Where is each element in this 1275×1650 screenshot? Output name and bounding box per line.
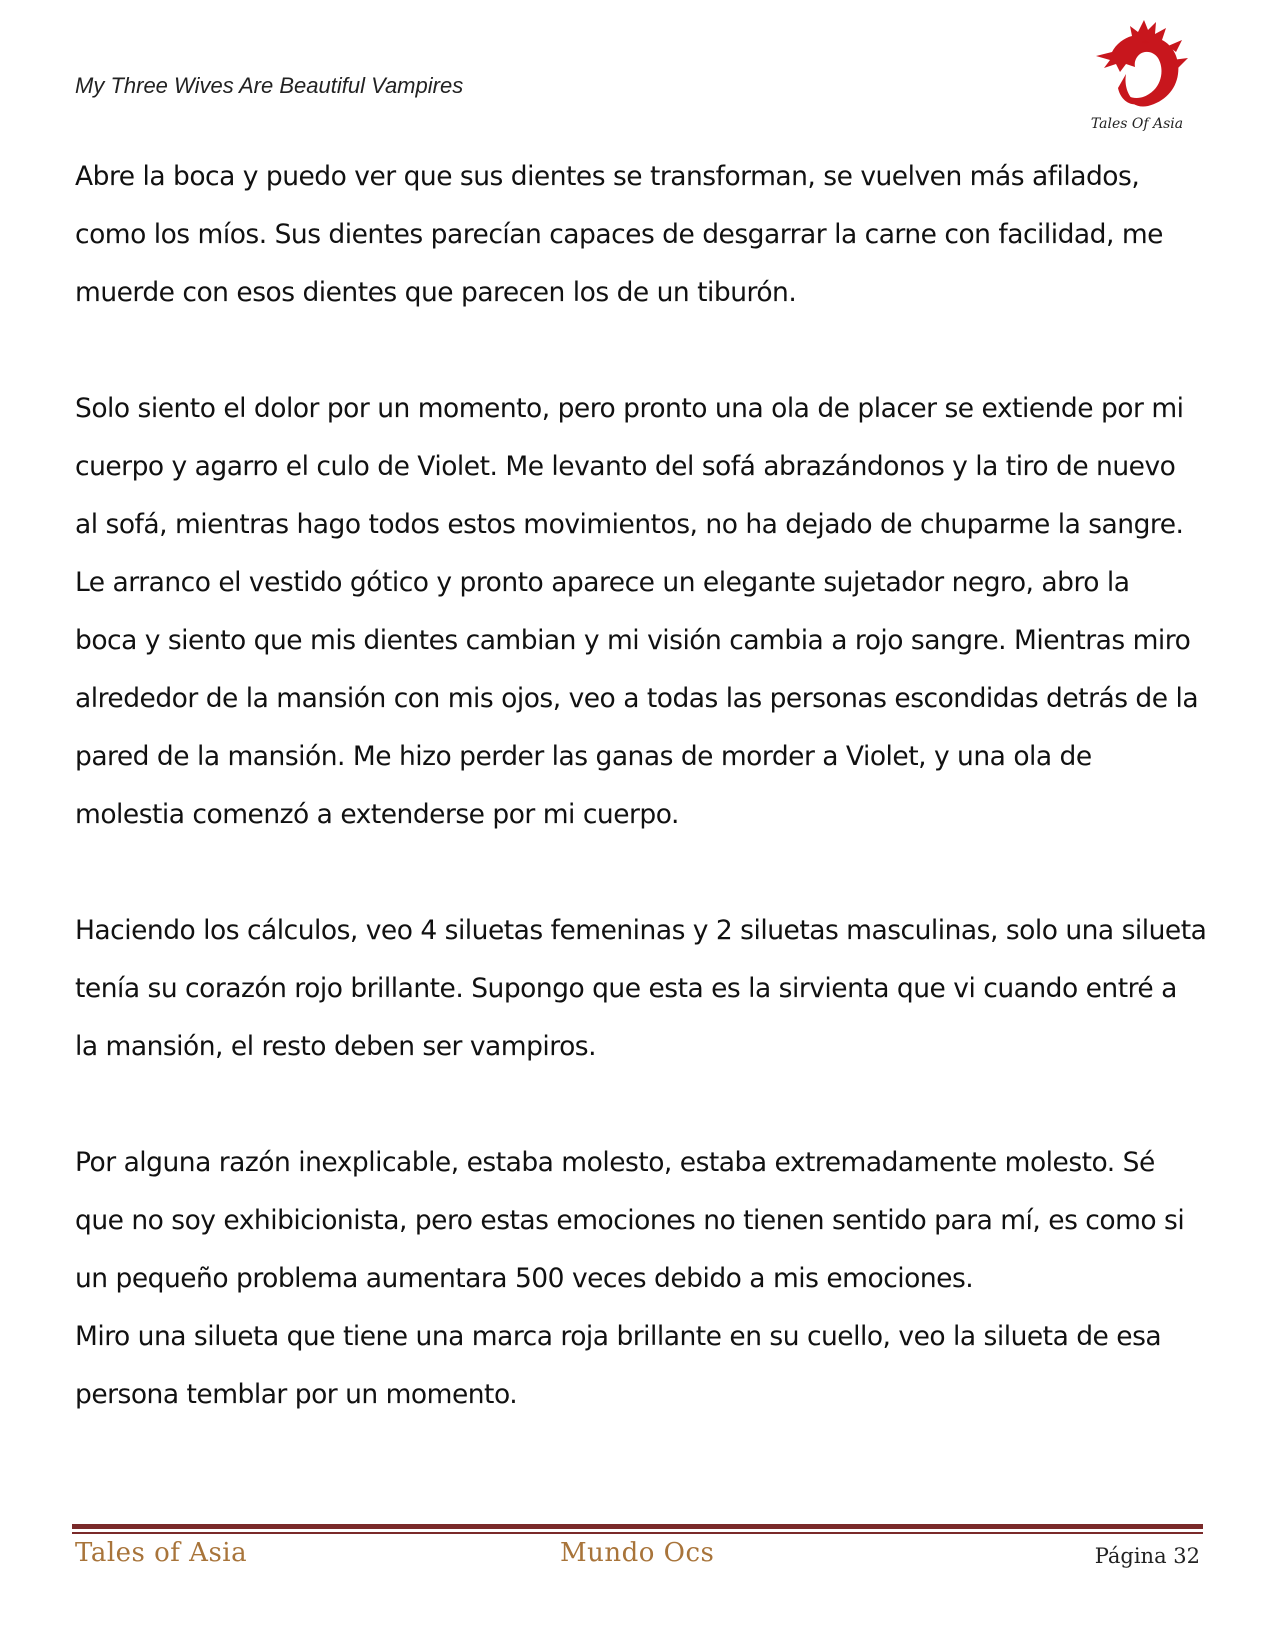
paragraph	[75, 380, 1215, 844]
page-number: Página 32	[1094, 1544, 1200, 1568]
paragraph	[75, 1308, 1215, 1424]
text-line: al sofá, mientras hago todos estos movimientos, no ha dejado de chuparme la sangre.	[75, 509, 1184, 540]
document-title: My Three Wives Are Beautiful Vampires	[75, 73, 464, 98]
text-line: Abre la boca y puedo ver que sus dientes se transforman, se vuelven más afilados,	[75, 161, 1140, 192]
red-dragon-icon	[1082, 16, 1192, 138]
text-line: cuerpo y agarro el culo de Violet. Me levanto del sofá abrazándonos y la tiro de nuevo	[75, 451, 1176, 482]
text-line: molestia comenzó a extenderse por mi cuerpo.	[75, 799, 679, 830]
text-line: como los míos. Sus dientes parecían capaces de desgarrar la carne con facilidad, me	[75, 219, 1163, 250]
text-line: Miro una silueta que tiene una marca roja brillante en su cuello, veo la silueta de esa	[75, 1321, 1162, 1352]
text-line: un pequeño problema aumentara 500 veces debido a mis emociones.	[75, 1263, 974, 1294]
text-line: tenía su corazón rojo brillante. Supongo que esta es la sirvienta que vi cuando entré a	[75, 973, 1177, 1004]
text-line: Le arranco el vestido gótico y pronto aparece un elegante sujetador negro, abro la	[75, 567, 1130, 598]
logo-text: Tales Of Asia	[1090, 116, 1184, 132]
text-line: persona temblar por un momento.	[75, 1379, 518, 1410]
paragraph	[75, 902, 1215, 1076]
publisher-logo	[1082, 16, 1192, 138]
text-line: Por alguna razón inexplicable, estaba molesto, estaba extremadamente molesto. Sé	[75, 1147, 1155, 1178]
text-line: pared de la mansión. Me hizo perder las ganas de morder a Violet, y una ola de	[75, 741, 1092, 772]
footer-publisher: Tales of Asia	[75, 1538, 248, 1568]
footer-translator: Mundo Ocs	[560, 1538, 715, 1568]
text-line: muerde con esos dientes que parecen los de un tiburón.	[75, 277, 797, 308]
footer-divider-thin	[72, 1532, 1203, 1534]
text-line: que no soy exhibicionista, pero estas emociones no tienen sentido para mí, es como si	[75, 1205, 1185, 1236]
footer-divider	[72, 1524, 1203, 1529]
text-line: Solo siento el dolor por un momento, pero pronto una ola de placer se extiende por mi	[75, 393, 1184, 424]
text-line: Haciendo los cálculos, veo 4 siluetas femeninas y 2 siluetas masculinas, solo una silueta	[75, 915, 1207, 946]
paragraph	[75, 148, 1215, 322]
paragraph	[75, 1134, 1215, 1308]
text-line: la mansión, el resto deben ser vampiros.	[75, 1031, 597, 1062]
chapter-body	[75, 148, 1215, 1482]
text-line: boca y siento que mis dientes cambian y mi visión cambia a rojo sangre. Mientras miro	[75, 625, 1191, 656]
text-line: alrededor de la mansión con mis ojos, veo a todas las personas escondidas detrás de la	[75, 683, 1199, 714]
